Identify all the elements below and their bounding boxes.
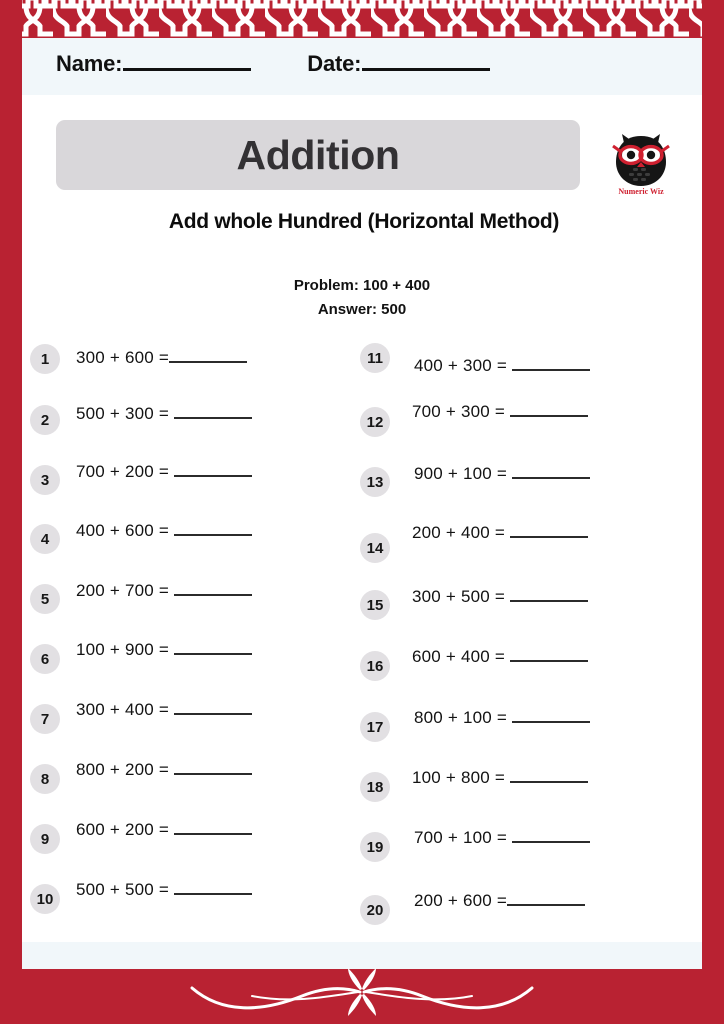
answer-blank[interactable] xyxy=(512,356,590,371)
answer-blank[interactable] xyxy=(510,587,588,602)
problem-expression-text: 200 + 700 = xyxy=(76,581,169,600)
problem-expression[interactable] xyxy=(414,891,585,911)
problem-expression[interactable] xyxy=(414,828,590,848)
problem-expression[interactable] xyxy=(76,760,252,780)
problem-item xyxy=(354,401,674,459)
problem-expression[interactable] xyxy=(412,768,588,788)
name-field[interactable] xyxy=(56,51,251,77)
problem-expression[interactable] xyxy=(76,700,252,720)
example-problem: Problem: 100 + 400 xyxy=(293,277,431,294)
problem-expression-text: 700 + 100 = xyxy=(414,828,507,847)
problem-number: 17 xyxy=(360,712,390,742)
problem-expression[interactable] xyxy=(76,348,247,368)
problem-item xyxy=(24,517,344,575)
answer-blank[interactable] xyxy=(510,768,588,783)
problem-number: 12 xyxy=(360,407,390,437)
problem-number: 6 xyxy=(30,644,60,674)
problem-number: 15 xyxy=(360,590,390,620)
worksheet-subtitle: Add whole Hundred (Horizontal Method) xyxy=(168,210,560,233)
problem-item xyxy=(24,633,344,691)
name-label: Name: xyxy=(56,51,123,76)
answer-blank[interactable] xyxy=(512,464,590,479)
answer-blank[interactable] xyxy=(174,462,252,477)
problem-expression[interactable] xyxy=(76,521,252,541)
problem-expression-text: 600 + 400 = xyxy=(412,647,505,666)
problem-expression[interactable] xyxy=(412,523,588,543)
problem-item xyxy=(354,865,674,923)
problems-column-right xyxy=(354,343,674,923)
problem-item xyxy=(354,691,674,749)
problem-number: 4 xyxy=(30,524,60,554)
problem-number: 19 xyxy=(360,832,390,862)
answer-blank[interactable] xyxy=(174,880,252,895)
date-input-blank[interactable] xyxy=(362,51,490,71)
problem-expression-text: 100 + 900 = xyxy=(76,640,169,659)
name-date-row xyxy=(56,51,490,77)
problem-number: 10 xyxy=(30,884,60,914)
problem-item xyxy=(354,807,674,865)
problem-expression-text: 200 + 600 = xyxy=(414,891,507,910)
problem-expression[interactable] xyxy=(76,880,252,900)
problem-expression-text: 700 + 300 = xyxy=(412,402,505,421)
problem-item xyxy=(354,517,674,575)
problem-item xyxy=(24,401,344,459)
problem-expression[interactable] xyxy=(76,581,252,601)
problem-item xyxy=(354,459,674,517)
problem-expression[interactable] xyxy=(412,647,588,667)
problem-expression[interactable] xyxy=(76,820,252,840)
problem-number: 11 xyxy=(360,343,390,373)
problems-column-left xyxy=(24,343,344,923)
name-input-blank[interactable] xyxy=(123,51,251,71)
owl-logo xyxy=(600,118,682,200)
problem-expression[interactable] xyxy=(76,640,252,660)
problem-number: 5 xyxy=(30,584,60,614)
answer-blank[interactable] xyxy=(507,891,585,906)
answer-blank[interactable] xyxy=(174,700,252,715)
problem-item xyxy=(24,807,344,865)
problem-expression-text: 800 + 100 = xyxy=(414,708,507,727)
problem-expression[interactable] xyxy=(76,404,252,424)
date-field[interactable] xyxy=(307,51,490,77)
example-answer: Answer: 500 xyxy=(317,301,407,318)
problem-expression-text: 200 + 400 = xyxy=(412,523,505,542)
answer-blank[interactable] xyxy=(174,521,252,536)
problem-item xyxy=(24,691,344,749)
problem-number: 14 xyxy=(360,533,390,563)
answer-blank[interactable] xyxy=(512,828,590,843)
problem-expression[interactable] xyxy=(414,708,590,728)
answer-blank[interactable] xyxy=(512,708,590,723)
problem-number: 7 xyxy=(30,704,60,734)
left-border-rail xyxy=(0,0,22,1024)
problem-expression-text: 900 + 100 = xyxy=(414,464,507,483)
answer-blank[interactable] xyxy=(510,523,588,538)
title-box xyxy=(56,120,580,190)
problem-expression[interactable] xyxy=(414,356,590,376)
problem-expression-text: 300 + 500 = xyxy=(412,587,505,606)
answer-blank[interactable] xyxy=(169,348,247,363)
problem-item xyxy=(24,749,344,807)
problem-number: 3 xyxy=(30,465,60,495)
problem-expression-text: 300 + 600 = xyxy=(76,348,169,367)
problem-number: 20 xyxy=(360,895,390,925)
problem-item xyxy=(24,865,344,923)
problem-item xyxy=(24,343,344,401)
problem-number: 13 xyxy=(360,467,390,497)
problem-number: 2 xyxy=(30,405,60,435)
problem-expression-text: 400 + 300 = xyxy=(414,356,507,375)
answer-blank[interactable] xyxy=(510,402,588,417)
problem-expression[interactable] xyxy=(412,402,588,422)
problem-expression-text: 500 + 300 = xyxy=(76,404,169,423)
name-date-band xyxy=(22,38,702,95)
problem-expression-text: 300 + 400 = xyxy=(76,700,169,719)
problem-number: 18 xyxy=(360,772,390,802)
problem-number: 9 xyxy=(30,824,60,854)
problem-expression-text: 700 + 200 = xyxy=(76,462,169,481)
right-border-rail xyxy=(702,0,724,1024)
problem-item xyxy=(24,575,344,633)
problem-number: 16 xyxy=(360,651,390,681)
example-block xyxy=(22,274,702,322)
problem-item xyxy=(354,749,674,807)
answer-blank[interactable] xyxy=(174,404,252,419)
problem-expression-text: 400 + 600 = xyxy=(76,521,169,540)
answer-blank[interactable] xyxy=(174,820,252,835)
problem-expression-text: 500 + 500 = xyxy=(76,880,169,899)
problem-item xyxy=(354,633,674,691)
answer-blank[interactable] xyxy=(510,647,588,662)
problem-expression[interactable] xyxy=(76,462,252,482)
answer-blank[interactable] xyxy=(174,640,252,655)
page-title: Addition xyxy=(236,131,400,178)
problem-item xyxy=(354,343,674,401)
svg-text:Numeric Wiz: Numeric Wiz xyxy=(618,187,664,196)
footer-band xyxy=(22,942,702,969)
problem-expression-text: 800 + 200 = xyxy=(76,760,169,779)
problem-expression-text: 600 + 200 = xyxy=(76,820,169,839)
problem-item xyxy=(24,459,344,517)
problem-expression-text: 100 + 800 = xyxy=(412,768,505,787)
worksheet-sheet xyxy=(22,38,702,968)
answer-blank[interactable] xyxy=(174,581,252,596)
problem-expression[interactable] xyxy=(412,587,588,607)
problem-number: 1 xyxy=(30,344,60,374)
answer-blank[interactable] xyxy=(174,760,252,775)
problem-number: 8 xyxy=(30,764,60,794)
problem-expression[interactable] xyxy=(414,464,590,484)
problem-item xyxy=(354,575,674,633)
bottom-flourish-ornament xyxy=(182,966,542,1018)
date-label: Date: xyxy=(307,51,362,76)
